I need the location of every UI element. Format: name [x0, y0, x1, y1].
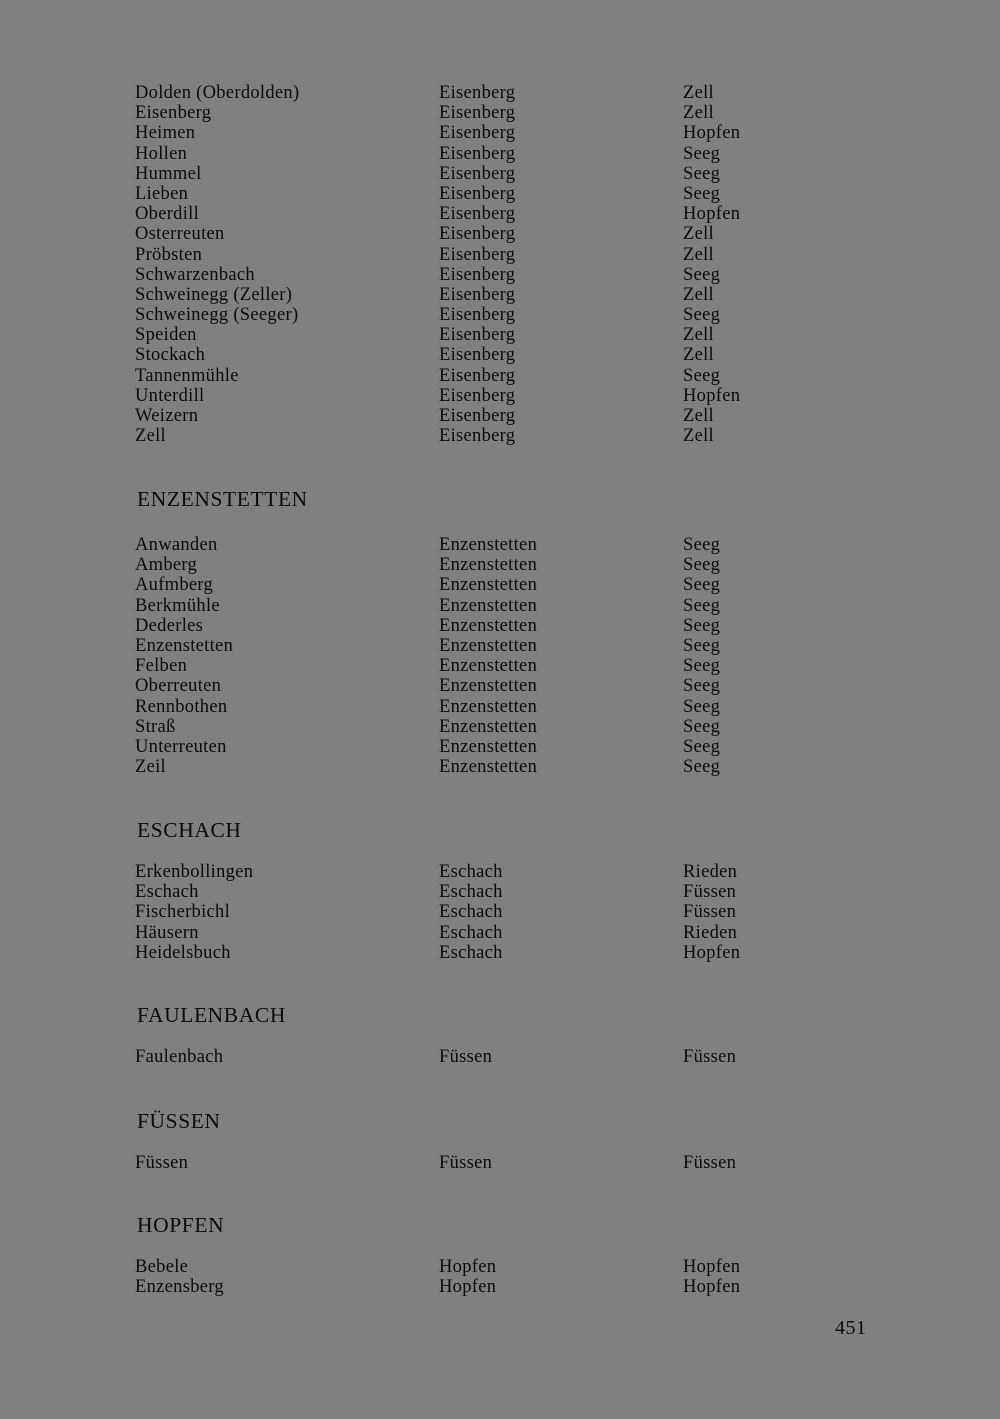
parish-cell: Zell [683, 406, 714, 426]
municipality-cell: Eisenberg [439, 183, 516, 204]
parish-cell: Seeg [683, 757, 721, 778]
table-row [0, 757, 1000, 777]
municipality-cell: Eisenberg [439, 244, 516, 265]
place-name-cell: Unterreuten [135, 736, 227, 757]
parish-cell: Seeg [683, 305, 721, 326]
municipality-cell: Enzenstetten [439, 635, 538, 656]
table-row [0, 737, 1000, 757]
parish-cell: Seeg [683, 535, 721, 555]
municipality-cell: Füssen [439, 1153, 493, 1173]
entry-table [0, 862, 1000, 963]
municipality-cell: Enzenstetten [439, 656, 538, 677]
municipality-cell: Eisenberg [439, 83, 516, 103]
place-name-cell: Rennbothen [135, 696, 228, 717]
table-row [0, 245, 1000, 265]
municipality-cell: Enzenstetten [439, 736, 538, 757]
parish-cell: Zell [683, 83, 714, 103]
place-name-cell: Stockach [135, 345, 206, 366]
parish-cell: Zell [683, 244, 714, 265]
table-row [0, 285, 1000, 305]
place-name-cell: Weizern [135, 406, 199, 426]
table-row [0, 386, 1000, 406]
municipality-cell: Enzenstetten [439, 676, 538, 697]
municipality-cell: Eschach [439, 902, 503, 923]
table-row [0, 426, 1000, 446]
section-heading: HOPFEN [137, 1213, 225, 1237]
page-number: 451 [835, 1317, 867, 1339]
table-row [0, 164, 1000, 184]
table-row [0, 325, 1000, 345]
place-name-cell: Dederles [135, 615, 204, 636]
table-row [0, 575, 1000, 595]
parish-cell: Seeg [683, 595, 721, 616]
table-row [0, 535, 1000, 555]
parish-cell: Füssen [683, 1047, 737, 1067]
table-row [0, 123, 1000, 143]
place-name-cell: Unterdill [135, 385, 205, 406]
table-row [0, 1257, 1000, 1277]
municipality-cell: Eschach [439, 942, 503, 963]
place-name-cell: Heidelsbuch [135, 942, 231, 963]
municipality-cell: Enzenstetten [439, 696, 538, 717]
place-name-cell: Pröbsten [135, 244, 203, 265]
parish-cell: Zell [683, 325, 714, 346]
place-name-cell: Erkenbollingen [135, 862, 254, 882]
place-name-cell: Faulenbach [135, 1047, 224, 1067]
municipality-cell: Hopfen [439, 1257, 497, 1277]
municipality-cell: Eschach [439, 922, 503, 943]
parish-cell: Füssen [683, 902, 737, 923]
place-name-cell: Enzensberg [135, 1277, 224, 1298]
municipality-cell: Eisenberg [439, 426, 516, 447]
place-name-cell: Häusern [135, 922, 199, 943]
table-row [0, 697, 1000, 717]
parish-cell: Seeg [683, 143, 721, 164]
municipality-cell: Eisenberg [439, 264, 516, 285]
section-heading: FAULENBACH [137, 1003, 286, 1027]
municipality-cell: Eisenberg [439, 103, 516, 124]
parish-cell: Rieden [683, 862, 738, 882]
parish-cell: Seeg [683, 696, 721, 717]
parish-cell: Seeg [683, 163, 721, 184]
parish-cell: Seeg [683, 615, 721, 636]
place-name-cell: Füssen [135, 1153, 189, 1173]
table-row [0, 406, 1000, 426]
table-row [0, 345, 1000, 365]
entry-table [0, 1047, 1000, 1067]
place-name-cell: Osterreuten [135, 224, 225, 245]
municipality-cell: Enzenstetten [439, 575, 538, 596]
table-row [0, 1153, 1000, 1173]
section-heading: ENZENSTETTEN [137, 487, 308, 511]
parish-cell: Seeg [683, 716, 721, 737]
parish-cell: Seeg [683, 264, 721, 285]
parish-cell: Zell [683, 224, 714, 245]
place-name-cell: Aufmberg [135, 575, 214, 596]
place-name-cell: Dolden (Oberdolden) [135, 83, 300, 103]
municipality-cell: Eisenberg [439, 123, 516, 144]
table-row [0, 943, 1000, 963]
parish-cell: Zell [683, 426, 714, 447]
municipality-cell: Eschach [439, 862, 503, 882]
entry-table [0, 1153, 1000, 1173]
place-name-cell: Bebele [135, 1257, 189, 1277]
municipality-cell: Eisenberg [439, 325, 516, 346]
table-row [0, 305, 1000, 325]
parish-cell: Seeg [683, 656, 721, 677]
municipality-cell: Eisenberg [439, 305, 516, 326]
table-row [0, 902, 1000, 922]
parish-cell: Füssen [683, 882, 737, 903]
entry-table [0, 535, 1000, 777]
place-name-cell: Enzenstetten [135, 635, 234, 656]
municipality-cell: Hopfen [439, 1277, 497, 1298]
place-name-cell: Hollen [135, 143, 188, 164]
municipality-cell: Eisenberg [439, 406, 516, 426]
table-row [0, 656, 1000, 676]
place-name-cell: Lieben [135, 183, 189, 204]
municipality-cell: Eschach [439, 882, 503, 903]
table-row [0, 555, 1000, 575]
place-name-cell: Oberreuten [135, 676, 222, 697]
parish-cell: Seeg [683, 183, 721, 204]
table-row [0, 83, 1000, 103]
parish-cell: Rieden [683, 922, 738, 943]
parish-cell: Hopfen [683, 1277, 741, 1298]
municipality-cell: Eisenberg [439, 365, 516, 386]
place-name-cell: Eschach [135, 882, 199, 903]
table-row [0, 717, 1000, 737]
place-name-cell: Eisenberg [135, 103, 212, 124]
municipality-cell: Enzenstetten [439, 535, 538, 555]
place-name-cell: Schweinegg (Seeger) [135, 305, 299, 326]
place-name-cell: Berkmühle [135, 595, 220, 616]
parish-cell: Hopfen [683, 123, 741, 144]
municipality-cell: Enzenstetten [439, 595, 538, 616]
municipality-cell: Eisenberg [439, 284, 516, 305]
table-row [0, 596, 1000, 616]
place-name-cell: Oberdill [135, 204, 200, 225]
section-heading: ESCHACH [137, 818, 242, 842]
table-row [0, 862, 1000, 882]
place-name-cell: Hummel [135, 163, 202, 184]
municipality-cell: Enzenstetten [439, 716, 538, 737]
table-row [0, 676, 1000, 696]
place-name-cell: Fischerbichl [135, 902, 231, 923]
table-row [0, 882, 1000, 902]
municipality-cell: Füssen [439, 1047, 493, 1067]
parish-cell: Seeg [683, 736, 721, 757]
parish-cell: Füssen [683, 1153, 737, 1173]
parish-cell: Seeg [683, 555, 721, 576]
parish-cell: Seeg [683, 635, 721, 656]
place-name-cell: Schwarzenbach [135, 264, 255, 285]
municipality-cell: Enzenstetten [439, 615, 538, 636]
place-name-cell: Amberg [135, 555, 198, 576]
table-row [0, 144, 1000, 164]
municipality-cell: Eisenberg [439, 385, 516, 406]
parish-cell: Hopfen [683, 942, 741, 963]
table-row [0, 184, 1000, 204]
municipality-cell: Eisenberg [439, 163, 516, 184]
place-name-cell: Anwanden [135, 535, 218, 555]
table-row [0, 923, 1000, 943]
municipality-cell: Enzenstetten [439, 757, 538, 778]
parish-cell: Zell [683, 103, 714, 124]
parish-cell: Zell [683, 345, 714, 366]
parish-cell: Seeg [683, 575, 721, 596]
parish-cell: Seeg [683, 676, 721, 697]
municipality-cell: Eisenberg [439, 143, 516, 164]
place-name-cell: Zell [135, 426, 166, 447]
place-name-cell: Felben [135, 656, 188, 677]
table-row [0, 1277, 1000, 1297]
table-row [0, 103, 1000, 123]
entry-table [0, 1257, 1000, 1297]
table-row [0, 616, 1000, 636]
table-row [0, 265, 1000, 285]
place-name-cell: Schweinegg (Zeller) [135, 284, 293, 305]
table-row [0, 224, 1000, 244]
place-name-cell: Heimen [135, 123, 196, 144]
place-name-cell: Zeil [135, 757, 166, 778]
municipality-cell: Eisenberg [439, 204, 516, 225]
table-row [0, 204, 1000, 224]
table-row [0, 366, 1000, 386]
section-heading: FÜSSEN [137, 1109, 221, 1133]
place-name-cell: Tannenmühle [135, 365, 239, 386]
parish-cell: Hopfen [683, 204, 741, 225]
parish-cell: Zell [683, 284, 714, 305]
place-name-cell: Speiden [135, 325, 197, 346]
municipality-cell: Eisenberg [439, 224, 516, 245]
municipality-cell: Enzenstetten [439, 555, 538, 576]
municipality-cell: Eisenberg [439, 345, 516, 366]
table-row [0, 1047, 1000, 1067]
place-name-cell: Straß [135, 716, 176, 737]
parish-cell: Hopfen [683, 385, 741, 406]
parish-cell: Seeg [683, 365, 721, 386]
table-row [0, 636, 1000, 656]
entry-table [0, 83, 1000, 446]
parish-cell: Hopfen [683, 1257, 741, 1277]
